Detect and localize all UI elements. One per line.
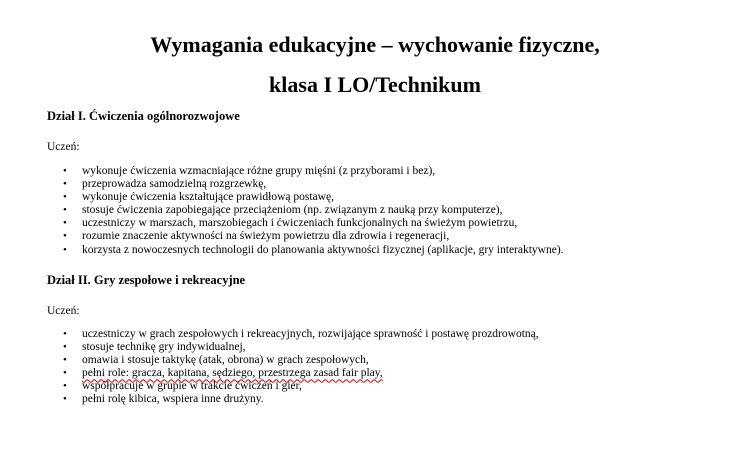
bullet-icon: • [63, 367, 67, 380]
page-title-line1: Wymagania edukacyjne – wychowanie fizyczne, [150, 32, 600, 57]
list-item [0, 393, 700, 406]
bullet-icon: • [63, 354, 67, 367]
list-item [0, 191, 700, 204]
bullet-icon: • [63, 165, 67, 177]
list-item-text: rozumie znaczenie aktywności na świeżym powietrzu dla zdrowia i regeneracji, [82, 230, 450, 243]
list-item [0, 217, 700, 230]
list-item-text: przeprowadza samodzielną rozgrzewkę, [82, 178, 267, 191]
bullet-icon: • [63, 191, 67, 204]
list-item-text: stosuje ćwiczenia zapobiegające przeciążeniom (np. związanym z nauką przy komputerze), [82, 204, 503, 217]
bullet-icon: • [63, 204, 67, 217]
list-item [0, 230, 700, 243]
list-item [0, 328, 700, 341]
bullet-icon: • [63, 243, 67, 256]
section-heading-1: Dział I. Ćwiczenia ogólnorozwojowe [47, 109, 240, 123]
list-item [0, 165, 700, 178]
bullet-icon: • [63, 380, 67, 393]
list-item [0, 244, 700, 257]
list-item-text: korzysta z nowoczesnych technologii do planowania aktywności fizycznej (aplikacje, gry interaktywne). [82, 243, 564, 256]
list-item [0, 178, 700, 191]
list-item [0, 380, 700, 393]
bullet-icon: • [63, 341, 67, 354]
bullet-icon: • [63, 393, 67, 406]
list-item [0, 354, 700, 367]
section-intro-2: Uczeń: [47, 305, 80, 317]
list-item-text: uczestniczy w grach zespołowych i rekreacyjnych, rozwijające sprawność i postawę prozdrowotną, [82, 328, 539, 340]
bullet-icon: • [63, 328, 67, 340]
list-item-text: wykonuje ćwiczenia wzmacniające różne grupy mięśni (z przyborami i bez), [82, 165, 436, 177]
list-item [0, 367, 700, 380]
list-item-text: wykonuje ćwiczenia kształtujące prawidłową postawę, [82, 191, 334, 204]
section-heading-2: Dział II. Gry zespołowe i rekreacyjne [47, 273, 246, 287]
list-item-text: uczestniczy w marszach, marszobiegach i ćwiczeniach funkcjonalnych na świeżym powietrzu, [82, 217, 518, 230]
bullet-icon: • [63, 217, 67, 230]
list-item-text: pełni role: gracza, kapitana, sędziego, przestrzega zasad fair play, [82, 367, 383, 380]
requirements-list-2 [0, 328, 700, 407]
list-item-text: omawia i stosuje taktykę (atak, obrona) w grach zespołowych, [82, 354, 369, 367]
list-item-text: stosuje technikę gry indywidualnej, [82, 341, 246, 354]
bullet-icon: • [63, 230, 67, 243]
list-item-text: pełni rolę kibica, wspiera inne drużyny. [82, 393, 264, 406]
section-intro-1: Uczeń: [47, 141, 80, 153]
page-title-line2: klasa I LO/Technikum [269, 72, 481, 97]
bullet-icon: • [63, 178, 67, 191]
list-item [0, 341, 700, 354]
list-item-text: współpracuje w grupie w trakcie ćwiczeń i gier, [82, 380, 302, 393]
requirements-list-1 [0, 165, 700, 257]
list-item [0, 204, 700, 217]
